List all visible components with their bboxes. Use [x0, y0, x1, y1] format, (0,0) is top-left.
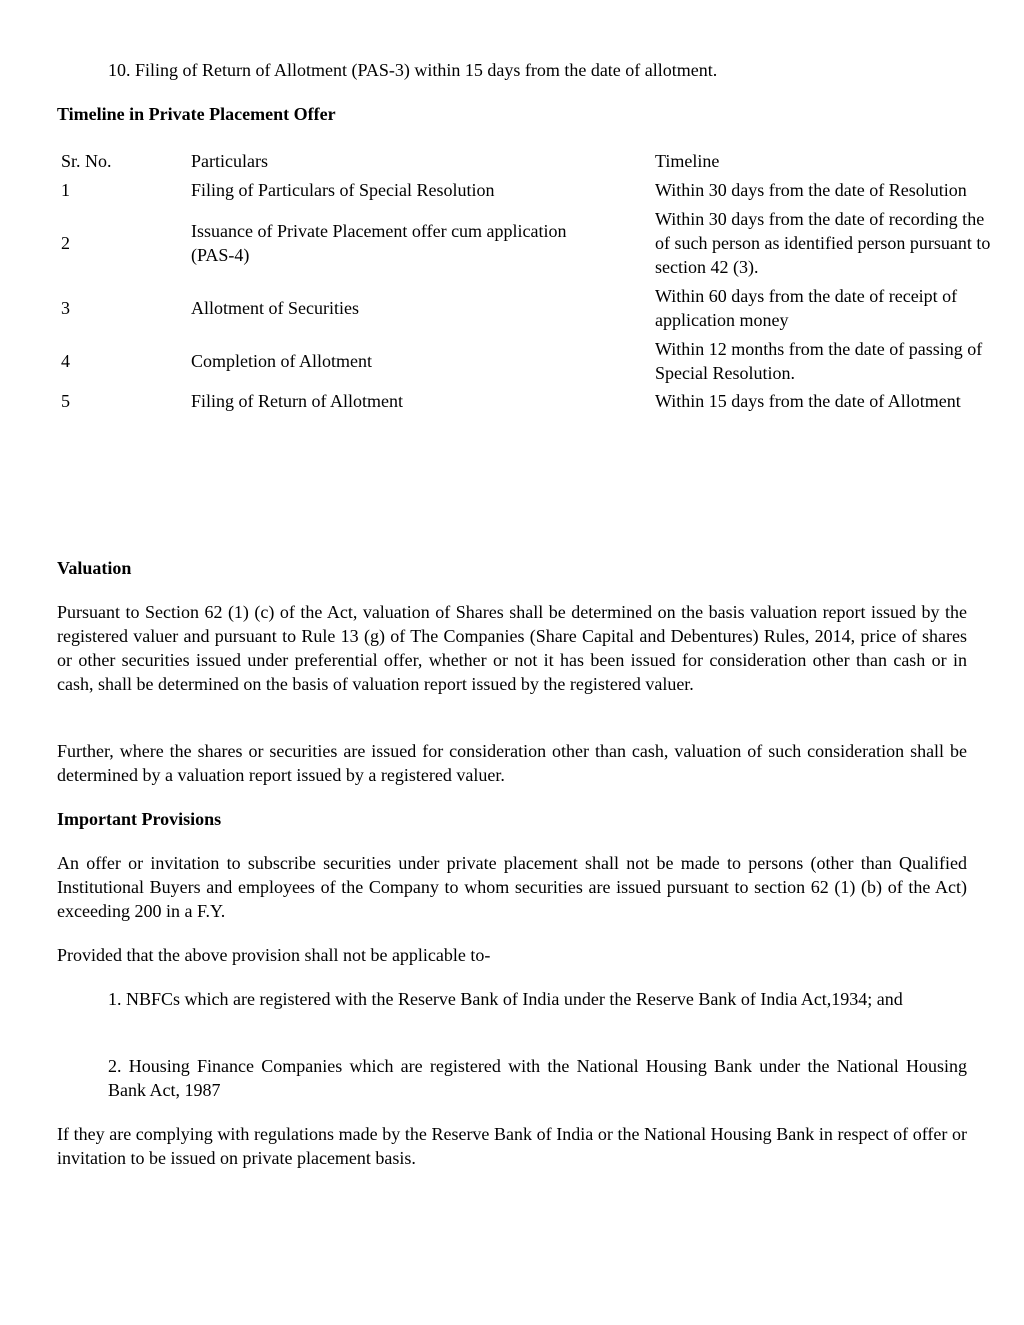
row-1-sr: 1 — [61, 180, 70, 200]
row-2-timeline — [655, 207, 1024, 279]
row-2-timeline-line-1: Within 30 days from the date of recording the — [655, 209, 985, 229]
row-3-timeline — [655, 284, 1024, 332]
provisions-item-1: 1. NBFCs which are registered with the Reserve Bank of India under the Reserve Bank of India Act,1934; and — [108, 989, 903, 1009]
row-1-particulars: Filing of Particulars of Special Resolution — [191, 180, 495, 200]
row-5-particulars: Filing of Return of Allotment — [191, 391, 403, 411]
valuation-paragraph-2: Further, where the shares or securities are issued for consideration other than cash, valuation of such consideration shall be determined by a valuation report issued by a registered valuer. — [57, 741, 967, 785]
row-5-sr: 5 — [61, 391, 70, 411]
row-2-timeline-line-2: of such person as identified person pursuant to — [655, 233, 991, 253]
row-2-timeline-line-3: section 42 (3). — [655, 257, 759, 277]
valuation-heading: Valuation — [57, 558, 132, 578]
row-4-timeline-line-1: Within 12 months from the date of passing of — [655, 339, 983, 359]
row-4-timeline-line-2: Special Resolution. — [655, 363, 795, 383]
row-2-sr: 2 — [61, 233, 70, 253]
provisions-item-2: 2. Housing Finance Companies which are registered with the National Housing Bank under the National Housing Bank Act, 1987 — [108, 1056, 967, 1100]
row-4-sr: 4 — [61, 351, 70, 371]
provisions-paragraph-2: Provided that the above provision shall not be applicable to- — [57, 945, 491, 965]
header-timeline: Timeline — [655, 151, 720, 171]
row-4-timeline — [655, 337, 1024, 385]
provisions-paragraph-1: An offer or invitation to subscribe securities under private placement shall not be made to persons (other than Qualified Institutional Buyers and employees of the Company to whom securities are issued pursuant to section 62 (1) (b) of the Act) exceeding 200 in a F.Y. — [57, 853, 967, 921]
list-item-10: 10. Filing of Return of Allotment (PAS-3) within 15 days from the date of allotment. — [108, 60, 718, 80]
row-2-particulars-line-1: Issuance of Private Placement offer cum application — [191, 221, 567, 241]
row-2-particulars-line-2: (PAS-4) — [191, 245, 250, 265]
provisions-heading: Important Provisions — [57, 809, 222, 829]
header-particulars: Particulars — [191, 151, 268, 171]
row-4-particulars: Completion of Allotment — [191, 351, 372, 371]
row-1-timeline: Within 30 days from the date of Resolution — [655, 180, 967, 200]
row-3-sr: 3 — [61, 298, 70, 318]
valuation-paragraph-1: Pursuant to Section 62 (1) (c) of the Act, valuation of Shares shall be determined on the basis valuation report issued by the registered valuer and pursuant to Rule 13 (g) of The Companies (Share Capital and Debentures) Rules, 2014, price of shares or other securities issued under preferential offer, whether or not it has been issued for consideration other than cash or in cash, shall be determined on the basis of valuation report issued by the registered valuer. — [57, 602, 967, 694]
row-2-particulars — [191, 219, 631, 267]
header-sr-no: Sr. No. — [61, 151, 112, 171]
row-5-timeline: Within 15 days from the date of Allotment — [655, 391, 961, 411]
row-3-particulars: Allotment of Securities — [191, 298, 359, 318]
row-3-timeline-line-1: Within 60 days from the date of receipt of — [655, 286, 958, 306]
provisions-paragraph-3: If they are complying with regulations made by the Reserve Bank of India or the National Housing Bank in respect of offer or invitation to be issued on private placement basis. — [57, 1124, 967, 1168]
timeline-heading: Timeline in Private Placement Offer — [57, 104, 336, 124]
row-3-timeline-line-2: application money — [655, 310, 789, 330]
